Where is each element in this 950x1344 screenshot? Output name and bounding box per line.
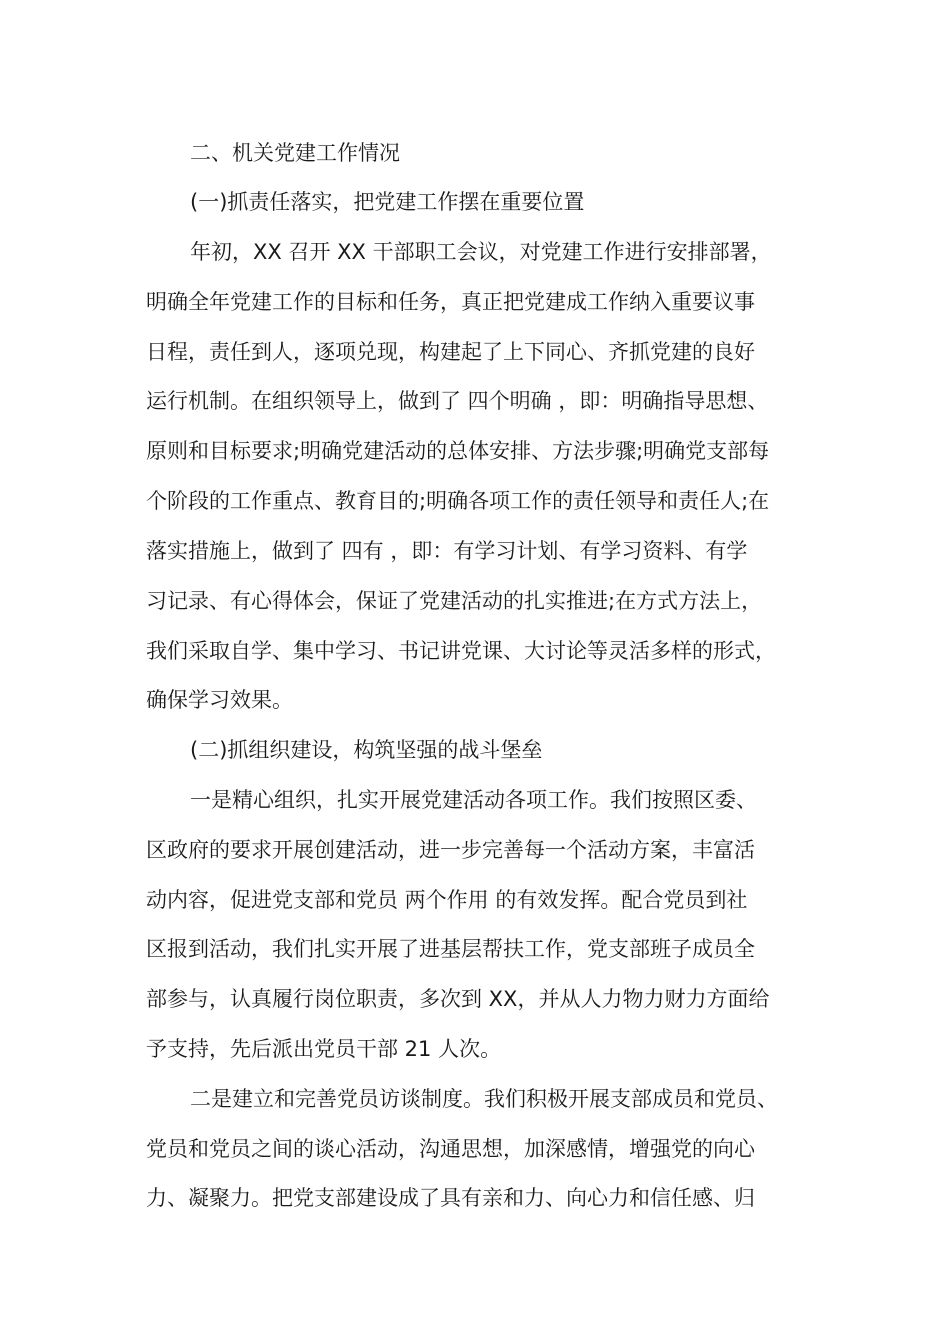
paragraph-line: 二是建立和完善党员访谈制度。我们积极开展支部成员和党员、	[190, 1087, 778, 1111]
paragraph-line: 动内容，促进党支部和党员 两个作用 的有效发挥。配合党员到社	[146, 888, 748, 912]
paragraph-line: 个阶段的工作重点、教育目的;明确各项工作的责任领导和责任人;在	[146, 489, 770, 513]
section-heading: 二、机关党建工作情况	[190, 141, 400, 165]
subsection-heading-2: (二)抓组织建设，构筑坚强的战斗堡垒	[190, 738, 543, 762]
paragraph-line: 部参与，认真履行岗位职责，多次到 XX，并从人力物力财力方面给	[146, 987, 770, 1011]
paragraph-line: 原则和目标要求;明确党建活动的总体安排、方法步骤;明确党支部每	[146, 439, 770, 463]
paragraph-line: 落实措施上，做到了 四有 ，即：有学习计划、有学习资料、有学	[146, 539, 748, 563]
paragraph-line: 力、凝聚力。把党支部建设成了具有亲和力、向心力和信任感、归	[146, 1186, 755, 1210]
paragraph-line: 确保学习效果。	[146, 688, 293, 712]
paragraph-line: 明确全年党建工作的目标和任务，真正把党建成工作纳入重要议事	[146, 290, 755, 314]
paragraph-line: 党员和党员之间的谈心活动，沟通思想，加深感情，增强党的向心	[146, 1137, 755, 1161]
paragraph-line: 我们采取自学、集中学习、书记讲党课、大讨论等灵活多样的形式，	[146, 639, 776, 663]
paragraph-line: 区报到活动，我们扎实开展了进基层帮扶工作，党支部班子成员全	[146, 937, 755, 961]
paragraph-line: 日程，责任到人，逐项兑现，构建起了上下同心、齐抓党建的良好	[146, 340, 755, 364]
paragraph-line: 一是精心组织，扎实开展党建活动各项工作。我们按照区委、	[190, 788, 757, 812]
paragraph-line: 予支持，先后派出党员干部 21 人次。	[146, 1037, 502, 1061]
paragraph-line: 年初，XX 召开 XX 干部职工会议，对党建工作进行安排部署，	[190, 240, 772, 264]
paragraph-line: 区政府的要求开展创建活动，进一步完善每一个活动方案，丰富活	[146, 838, 755, 862]
paragraph-line: 习记录、有心得体会，保证了党建活动的扎实推进;在方式方法上，	[146, 589, 763, 613]
subsection-heading-1: (一)抓责任落实，把党建工作摆在重要位置	[190, 190, 585, 214]
paragraph-line: 运行机制。在组织领导上，做到了 四个明确 ，即：明确指导思想、	[146, 389, 769, 413]
